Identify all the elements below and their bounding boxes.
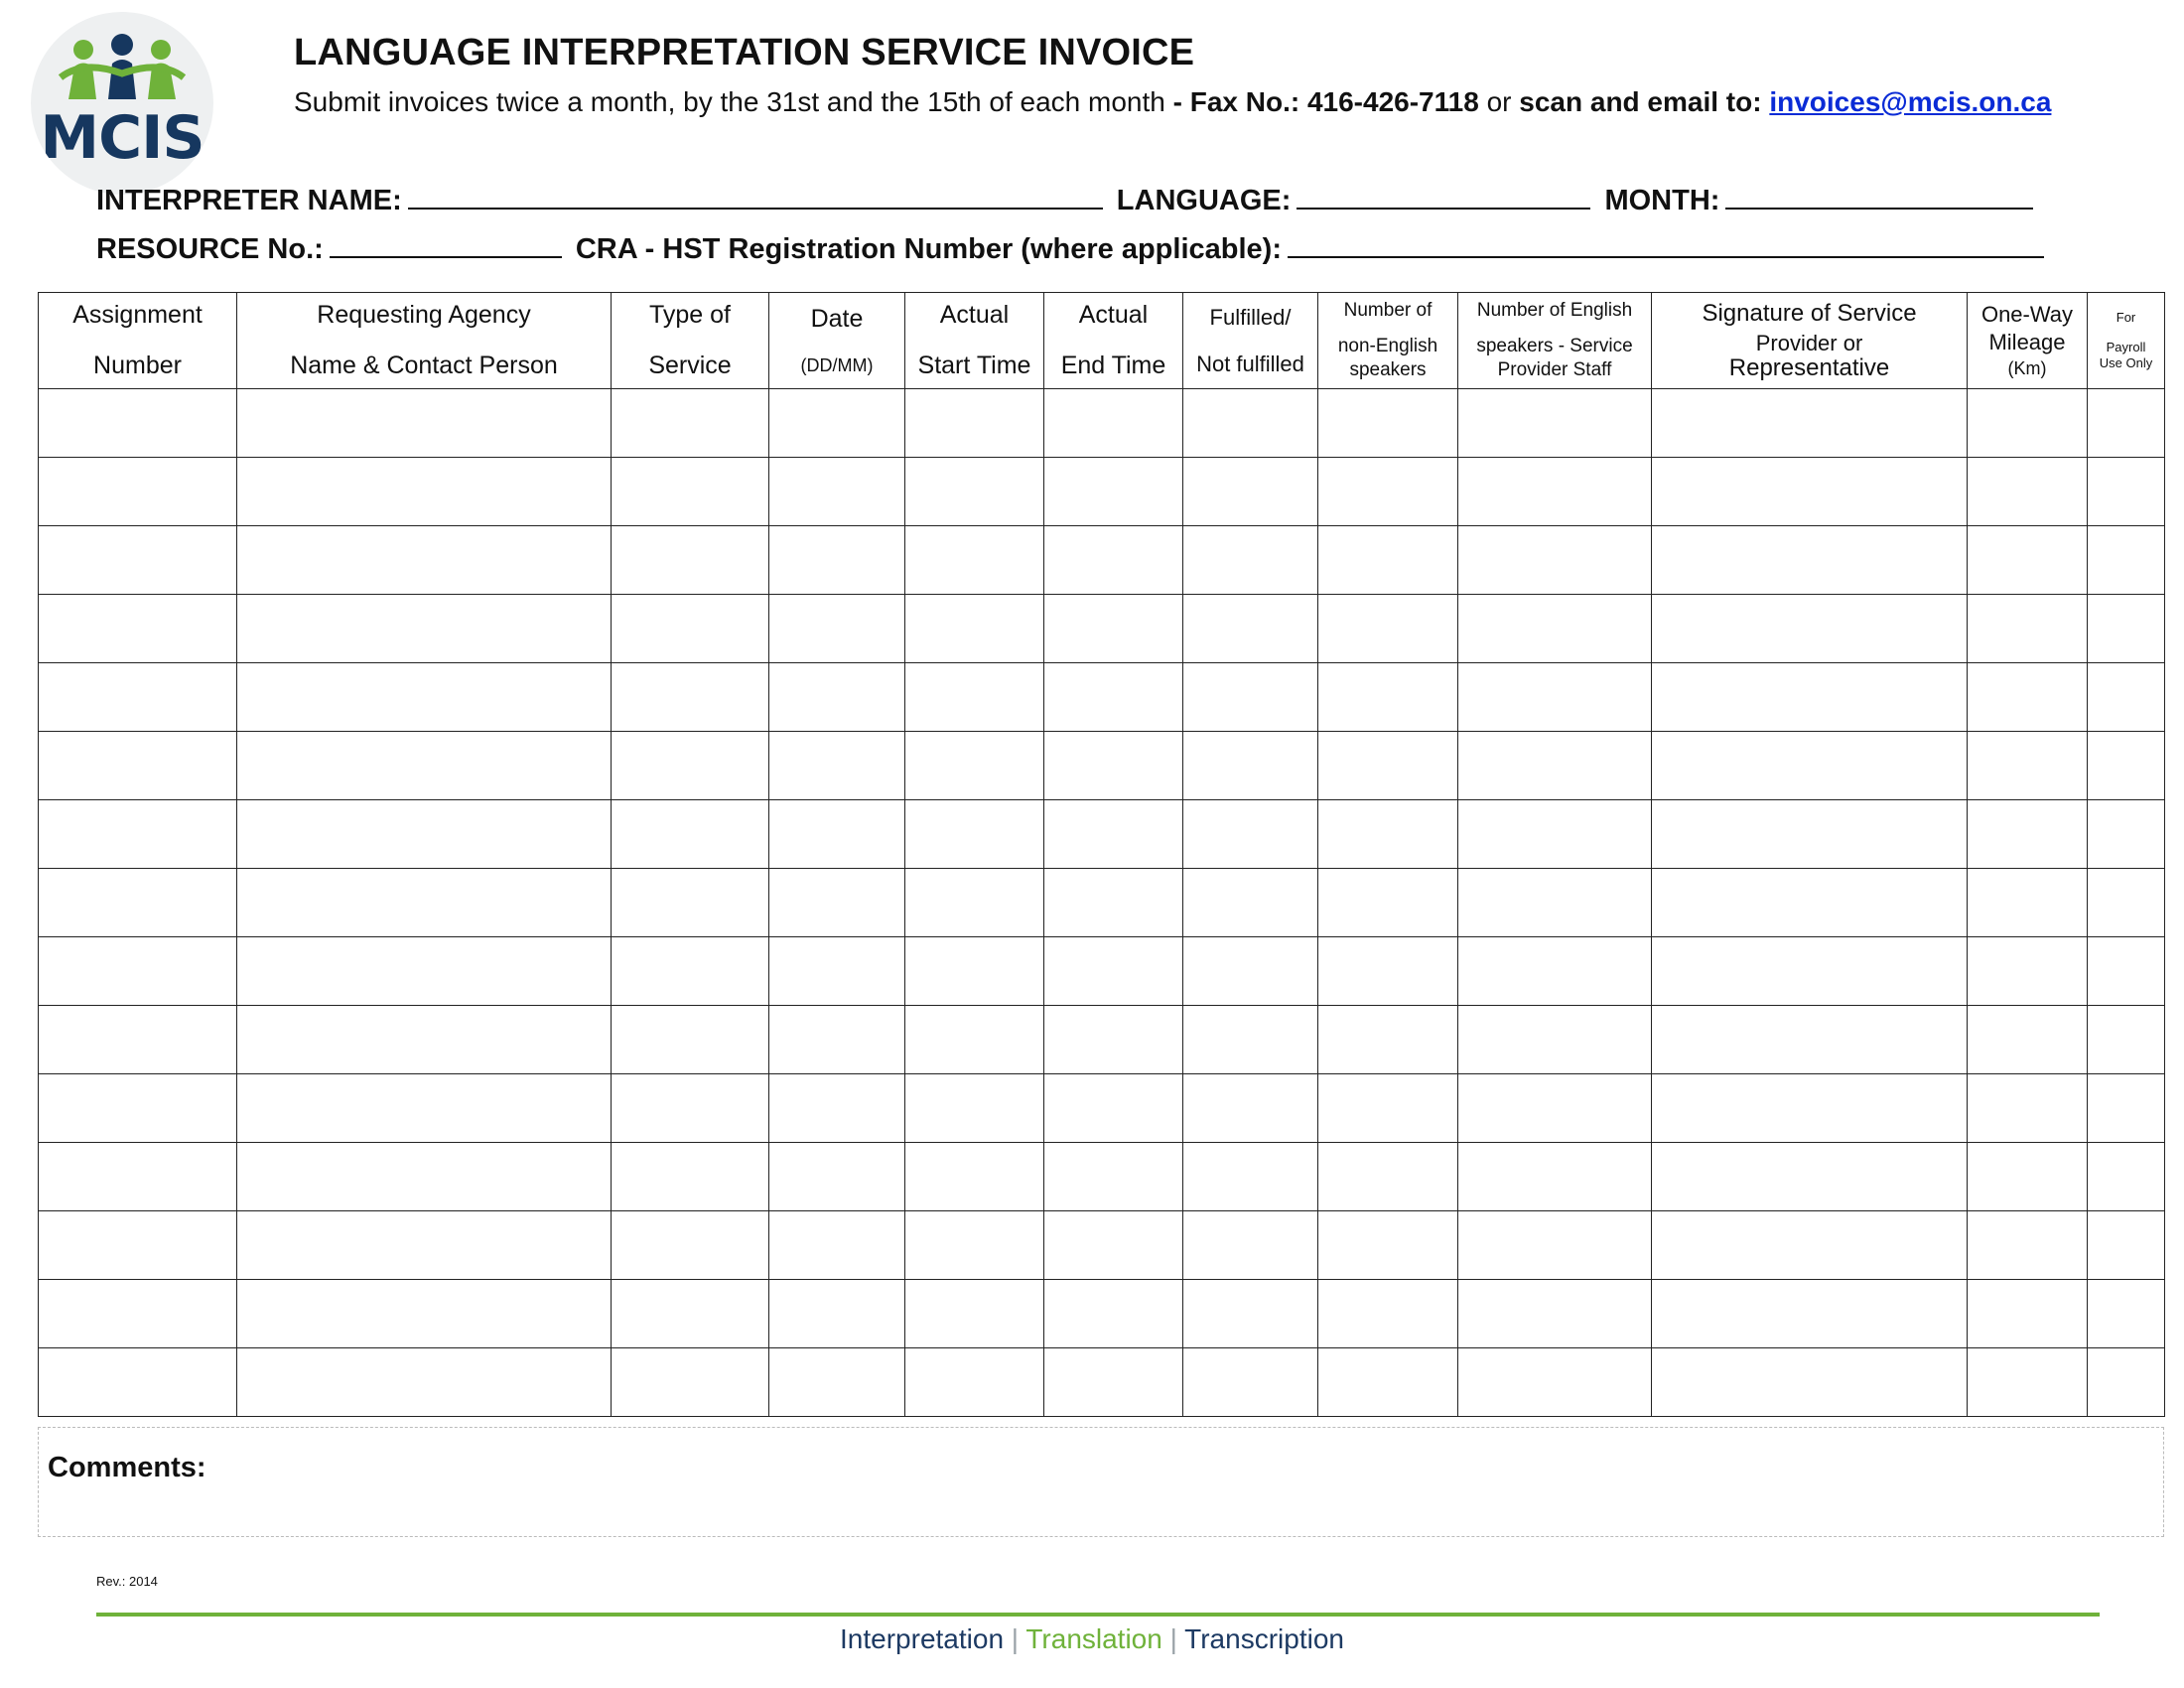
table-cell[interactable] bbox=[1652, 1211, 1968, 1280]
table-cell[interactable] bbox=[1652, 458, 1968, 526]
table-cell[interactable] bbox=[237, 663, 612, 732]
table-cell[interactable] bbox=[1458, 1074, 1652, 1143]
table-cell[interactable] bbox=[237, 389, 612, 458]
table-cell[interactable] bbox=[1183, 869, 1318, 937]
table-cell[interactable] bbox=[769, 526, 905, 595]
table-cell[interactable] bbox=[1318, 1143, 1458, 1211]
table-cell[interactable] bbox=[612, 389, 769, 458]
table-row bbox=[39, 526, 2165, 595]
table-cell[interactable] bbox=[612, 1280, 769, 1348]
email-link[interactable]: invoices@mcis.on.ca bbox=[1769, 86, 2052, 117]
table-cell[interactable] bbox=[1318, 1074, 1458, 1143]
table-cell[interactable] bbox=[1652, 595, 1968, 663]
table-cell[interactable] bbox=[39, 458, 237, 526]
table-cell[interactable] bbox=[1318, 869, 1458, 937]
invoice-table bbox=[38, 292, 2165, 1417]
table-cell[interactable] bbox=[1968, 800, 2088, 869]
table-cell[interactable] bbox=[769, 1280, 905, 1348]
table-cell[interactable] bbox=[1968, 526, 2088, 595]
language-field[interactable] bbox=[1297, 186, 1590, 210]
month-label: MONTH: bbox=[1604, 185, 1720, 216]
table-cell[interactable] bbox=[905, 526, 1044, 595]
page-title: LANGUAGE INTERPRETATION SERVICE INVOICE bbox=[294, 32, 1195, 73]
table-cell[interactable] bbox=[1968, 1211, 2088, 1280]
table-cell[interactable] bbox=[612, 526, 769, 595]
table-cell[interactable] bbox=[2088, 526, 2165, 595]
table-cell[interactable] bbox=[2088, 1074, 2165, 1143]
comments-box[interactable] bbox=[38, 1427, 2164, 1537]
resource-no-label: RESOURCE No.: bbox=[96, 233, 324, 265]
table-cell[interactable] bbox=[237, 1348, 612, 1417]
table-cell[interactable] bbox=[1968, 663, 2088, 732]
col-fulfilled: Fulfilled/ Not fulfilled bbox=[1183, 293, 1318, 389]
table-cell[interactable] bbox=[237, 458, 612, 526]
table-cell[interactable] bbox=[237, 526, 612, 595]
table-cell[interactable] bbox=[1652, 389, 1968, 458]
table-cell[interactable] bbox=[2088, 389, 2165, 458]
table-cell[interactable] bbox=[769, 937, 905, 1006]
table-cell[interactable] bbox=[1183, 800, 1318, 869]
table-cell[interactable] bbox=[1458, 595, 1652, 663]
table-cell[interactable] bbox=[1183, 1143, 1318, 1211]
table-cell[interactable] bbox=[769, 1143, 905, 1211]
table-row bbox=[39, 869, 2165, 937]
table-cell[interactable] bbox=[39, 1006, 237, 1074]
table-cell[interactable] bbox=[612, 663, 769, 732]
table-cell[interactable] bbox=[1318, 663, 1458, 732]
comments-label: Comments: bbox=[48, 1452, 206, 1483]
table-cell[interactable] bbox=[1968, 1006, 2088, 1074]
table-cell[interactable] bbox=[1044, 1348, 1183, 1417]
table-cell[interactable] bbox=[1458, 526, 1652, 595]
table-cell[interactable] bbox=[1318, 1211, 1458, 1280]
table-cell[interactable] bbox=[2088, 1143, 2165, 1211]
table-cell[interactable] bbox=[905, 1074, 1044, 1143]
table-cell[interactable] bbox=[1652, 732, 1968, 800]
table-cell[interactable] bbox=[905, 458, 1044, 526]
table-cell[interactable] bbox=[2088, 1211, 2165, 1280]
table-cell[interactable] bbox=[905, 732, 1044, 800]
table-cell[interactable] bbox=[1968, 389, 2088, 458]
table-cell[interactable] bbox=[905, 1006, 1044, 1074]
table-cell[interactable] bbox=[769, 869, 905, 937]
table-cell[interactable] bbox=[237, 1006, 612, 1074]
table-cell[interactable] bbox=[1318, 1280, 1458, 1348]
col-english-speakers: Number of English speakers - Service Provider Staff bbox=[1458, 293, 1652, 389]
table-cell[interactable] bbox=[237, 732, 612, 800]
table-cell[interactable] bbox=[1044, 1074, 1183, 1143]
col-end-time: Actual End Time bbox=[1044, 293, 1183, 389]
table-cell[interactable] bbox=[1318, 595, 1458, 663]
resource-no-field[interactable] bbox=[330, 234, 562, 258]
table-cell[interactable] bbox=[612, 1143, 769, 1211]
table-cell[interactable] bbox=[1652, 1006, 1968, 1074]
table-cell[interactable] bbox=[237, 595, 612, 663]
cra-hst-label: CRA - HST Registration Number (where applicable): bbox=[575, 233, 1282, 265]
table-cell[interactable] bbox=[39, 732, 237, 800]
table-cell[interactable] bbox=[769, 595, 905, 663]
table-row bbox=[39, 800, 2165, 869]
tagline-separator: | bbox=[1161, 1623, 1185, 1654]
table-cell[interactable] bbox=[612, 1006, 769, 1074]
table-cell[interactable] bbox=[1458, 937, 1652, 1006]
col-assignment-number: Assignment Number bbox=[39, 293, 237, 389]
table-cell[interactable] bbox=[1968, 1348, 2088, 1417]
table-cell[interactable] bbox=[905, 1280, 1044, 1348]
fax-number: - Fax No.: 416-426-7118 bbox=[1164, 86, 1479, 117]
interpreter-name-field[interactable] bbox=[408, 186, 1103, 210]
table-cell[interactable] bbox=[1183, 937, 1318, 1006]
col-signature: Signature of Service Provider or Representative bbox=[1652, 293, 1968, 389]
table-cell[interactable] bbox=[39, 1280, 237, 1348]
table-cell[interactable] bbox=[1968, 1143, 2088, 1211]
email-label: scan and email to: bbox=[1519, 86, 1770, 117]
table-cell[interactable] bbox=[1044, 937, 1183, 1006]
table-cell[interactable] bbox=[1318, 526, 1458, 595]
table-cell[interactable] bbox=[1183, 526, 1318, 595]
table-row bbox=[39, 1280, 2165, 1348]
table-cell[interactable] bbox=[237, 1280, 612, 1348]
table-row bbox=[39, 1348, 2165, 1417]
table-cell[interactable] bbox=[1044, 389, 1183, 458]
table-cell[interactable] bbox=[1044, 458, 1183, 526]
table-cell[interactable] bbox=[1458, 1006, 1652, 1074]
table-body bbox=[39, 389, 2165, 1417]
mcis-logo bbox=[31, 12, 213, 195]
table-cell[interactable] bbox=[769, 1006, 905, 1074]
table-row bbox=[39, 389, 2165, 458]
table-cell[interactable] bbox=[1183, 732, 1318, 800]
table-cell[interactable] bbox=[39, 869, 237, 937]
table-cell[interactable] bbox=[237, 1143, 612, 1211]
table-cell[interactable] bbox=[612, 937, 769, 1006]
table-cell[interactable] bbox=[612, 1074, 769, 1143]
table-cell[interactable] bbox=[39, 526, 237, 595]
table-cell[interactable] bbox=[612, 1211, 769, 1280]
col-requesting-agency: Requesting Agency Name & Contact Person bbox=[237, 293, 612, 389]
table-cell[interactable] bbox=[1318, 389, 1458, 458]
table-cell[interactable] bbox=[612, 869, 769, 937]
table-cell[interactable] bbox=[612, 800, 769, 869]
table-cell[interactable] bbox=[769, 389, 905, 458]
table-cell[interactable] bbox=[1183, 458, 1318, 526]
table-cell[interactable] bbox=[769, 458, 905, 526]
table-cell[interactable] bbox=[1458, 732, 1652, 800]
table-cell[interactable] bbox=[769, 663, 905, 732]
submit-text: Submit invoices twice a month, by the 31st and the 15th of each month bbox=[294, 86, 1165, 117]
table-cell[interactable] bbox=[2088, 937, 2165, 1006]
table-cell[interactable] bbox=[1318, 458, 1458, 526]
revision-label: Rev.: 2014 bbox=[96, 1574, 158, 1589]
table-cell[interactable] bbox=[1318, 937, 1458, 1006]
table-cell[interactable] bbox=[1968, 937, 2088, 1006]
table-cell[interactable] bbox=[612, 732, 769, 800]
table-cell[interactable] bbox=[39, 1211, 237, 1280]
table-cell[interactable] bbox=[1652, 1074, 1968, 1143]
table-cell[interactable] bbox=[1652, 1348, 1968, 1417]
table-cell[interactable] bbox=[2088, 1006, 2165, 1074]
table-cell[interactable] bbox=[769, 732, 905, 800]
table-cell[interactable] bbox=[2088, 1348, 2165, 1417]
table-cell[interactable] bbox=[1044, 1211, 1183, 1280]
table-row bbox=[39, 458, 2165, 526]
col-mileage: One-Way Mileage (Km) bbox=[1968, 293, 2088, 389]
table-row bbox=[39, 1074, 2165, 1143]
table-cell[interactable] bbox=[1652, 1280, 1968, 1348]
table-cell[interactable] bbox=[2088, 869, 2165, 937]
table-cell[interactable] bbox=[1044, 1280, 1183, 1348]
table-row bbox=[39, 1006, 2165, 1074]
table-cell[interactable] bbox=[39, 800, 237, 869]
table-cell[interactable] bbox=[1458, 458, 1652, 526]
tagline-transcription: Transcription bbox=[1184, 1623, 1344, 1654]
table-cell[interactable] bbox=[237, 1074, 612, 1143]
table-cell[interactable] bbox=[1652, 869, 1968, 937]
table-cell[interactable] bbox=[905, 800, 1044, 869]
month-field[interactable] bbox=[1725, 186, 2033, 210]
table-cell[interactable] bbox=[237, 1211, 612, 1280]
table-cell[interactable] bbox=[1652, 800, 1968, 869]
interpreter-name-label: INTERPRETER NAME: bbox=[96, 185, 402, 216]
table-cell[interactable] bbox=[769, 1211, 905, 1280]
table-cell[interactable] bbox=[905, 869, 1044, 937]
table-cell[interactable] bbox=[1652, 526, 1968, 595]
table-row bbox=[39, 937, 2165, 1006]
table-cell[interactable] bbox=[1458, 1280, 1652, 1348]
table-cell[interactable] bbox=[1968, 595, 2088, 663]
table-cell[interactable] bbox=[2088, 663, 2165, 732]
table-cell[interactable] bbox=[237, 937, 612, 1006]
table-row bbox=[39, 663, 2165, 732]
table-cell[interactable] bbox=[39, 595, 237, 663]
table-cell[interactable] bbox=[1183, 1006, 1318, 1074]
table-cell[interactable] bbox=[237, 869, 612, 937]
table-cell[interactable] bbox=[39, 1074, 237, 1143]
footer-tagline bbox=[0, 1623, 2184, 1655]
logo-text: MCIS bbox=[40, 103, 205, 173]
language-label: LANGUAGE: bbox=[1116, 185, 1292, 216]
table-cell[interactable] bbox=[1044, 732, 1183, 800]
table-cell[interactable] bbox=[905, 1348, 1044, 1417]
table-cell[interactable] bbox=[39, 389, 237, 458]
submission-instructions bbox=[294, 86, 2051, 118]
footer-divider bbox=[96, 1613, 2100, 1617]
table-cell[interactable] bbox=[1318, 1348, 1458, 1417]
table-cell[interactable] bbox=[1183, 389, 1318, 458]
table-cell[interactable] bbox=[612, 595, 769, 663]
table-cell[interactable] bbox=[1458, 1348, 1652, 1417]
table-cell[interactable] bbox=[905, 663, 1044, 732]
table-cell[interactable] bbox=[1458, 869, 1652, 937]
table-row bbox=[39, 732, 2165, 800]
table-cell[interactable] bbox=[1652, 1143, 1968, 1211]
table-cell[interactable] bbox=[2088, 458, 2165, 526]
table-cell[interactable] bbox=[1652, 937, 1968, 1006]
table-cell[interactable] bbox=[905, 937, 1044, 1006]
table-cell[interactable] bbox=[1044, 663, 1183, 732]
table-cell[interactable] bbox=[39, 1348, 237, 1417]
table-cell[interactable] bbox=[1458, 663, 1652, 732]
table-cell[interactable] bbox=[1968, 1074, 2088, 1143]
table-cell[interactable] bbox=[1968, 869, 2088, 937]
table-cell[interactable] bbox=[1458, 1211, 1652, 1280]
table-cell[interactable] bbox=[1183, 1280, 1318, 1348]
table-cell[interactable] bbox=[612, 458, 769, 526]
table-cell[interactable] bbox=[1458, 800, 1652, 869]
table-cell[interactable] bbox=[1968, 1280, 2088, 1348]
table-cell[interactable] bbox=[769, 1074, 905, 1143]
table-cell[interactable] bbox=[1318, 800, 1458, 869]
col-date: Date (DD/MM) bbox=[769, 293, 905, 389]
col-start-time: Actual Start Time bbox=[905, 293, 1044, 389]
table-cell[interactable] bbox=[1044, 1006, 1183, 1074]
table-row bbox=[39, 1143, 2165, 1211]
table-cell[interactable] bbox=[2088, 595, 2165, 663]
table-cell[interactable] bbox=[1183, 663, 1318, 732]
table-cell[interactable] bbox=[1183, 595, 1318, 663]
table-cell[interactable] bbox=[769, 1348, 905, 1417]
table-cell[interactable] bbox=[1318, 1006, 1458, 1074]
table-cell[interactable] bbox=[1458, 1143, 1652, 1211]
table-cell[interactable] bbox=[1044, 526, 1183, 595]
table-cell[interactable] bbox=[2088, 1280, 2165, 1348]
cra-hst-field[interactable] bbox=[1288, 234, 2044, 258]
table-cell[interactable] bbox=[1183, 1211, 1318, 1280]
table-cell[interactable] bbox=[769, 800, 905, 869]
field-row-resource bbox=[96, 233, 2050, 266]
tagline-interpretation: Interpretation bbox=[840, 1623, 1005, 1654]
table-cell[interactable] bbox=[1652, 663, 1968, 732]
field-row-interpreter bbox=[96, 185, 2039, 217]
table-cell[interactable] bbox=[1318, 732, 1458, 800]
col-payroll: For Payroll Use Only bbox=[2088, 293, 2165, 389]
table-cell[interactable] bbox=[1044, 800, 1183, 869]
tagline-translation: Translation bbox=[1025, 1623, 1162, 1654]
table-cell[interactable] bbox=[905, 1211, 1044, 1280]
tagline-separator: | bbox=[1004, 1623, 1026, 1654]
table-cell[interactable] bbox=[905, 389, 1044, 458]
table-cell[interactable] bbox=[1968, 458, 2088, 526]
table-cell[interactable] bbox=[39, 1143, 237, 1211]
table-cell[interactable] bbox=[237, 800, 612, 869]
table-cell[interactable] bbox=[905, 1143, 1044, 1211]
table-cell[interactable] bbox=[1044, 595, 1183, 663]
table-cell[interactable] bbox=[612, 1348, 769, 1417]
col-type-of-service: Type of Service bbox=[612, 293, 769, 389]
or-text: or bbox=[1478, 86, 1520, 117]
table-cell[interactable] bbox=[2088, 800, 2165, 869]
table-cell[interactable] bbox=[1183, 1348, 1318, 1417]
table-cell[interactable] bbox=[905, 595, 1044, 663]
table-cell[interactable] bbox=[2088, 732, 2165, 800]
table-cell[interactable] bbox=[39, 663, 237, 732]
table-cell[interactable] bbox=[1044, 869, 1183, 937]
table-row bbox=[39, 595, 2165, 663]
table-cell[interactable] bbox=[1458, 389, 1652, 458]
table-row bbox=[39, 1211, 2165, 1280]
table-cell[interactable] bbox=[39, 937, 237, 1006]
col-non-english-speakers: Number of non-English speakers bbox=[1318, 293, 1458, 389]
table-cell[interactable] bbox=[1968, 732, 2088, 800]
table-cell[interactable] bbox=[1044, 1143, 1183, 1211]
table-header-row bbox=[39, 293, 2165, 389]
table-cell[interactable] bbox=[1183, 1074, 1318, 1143]
